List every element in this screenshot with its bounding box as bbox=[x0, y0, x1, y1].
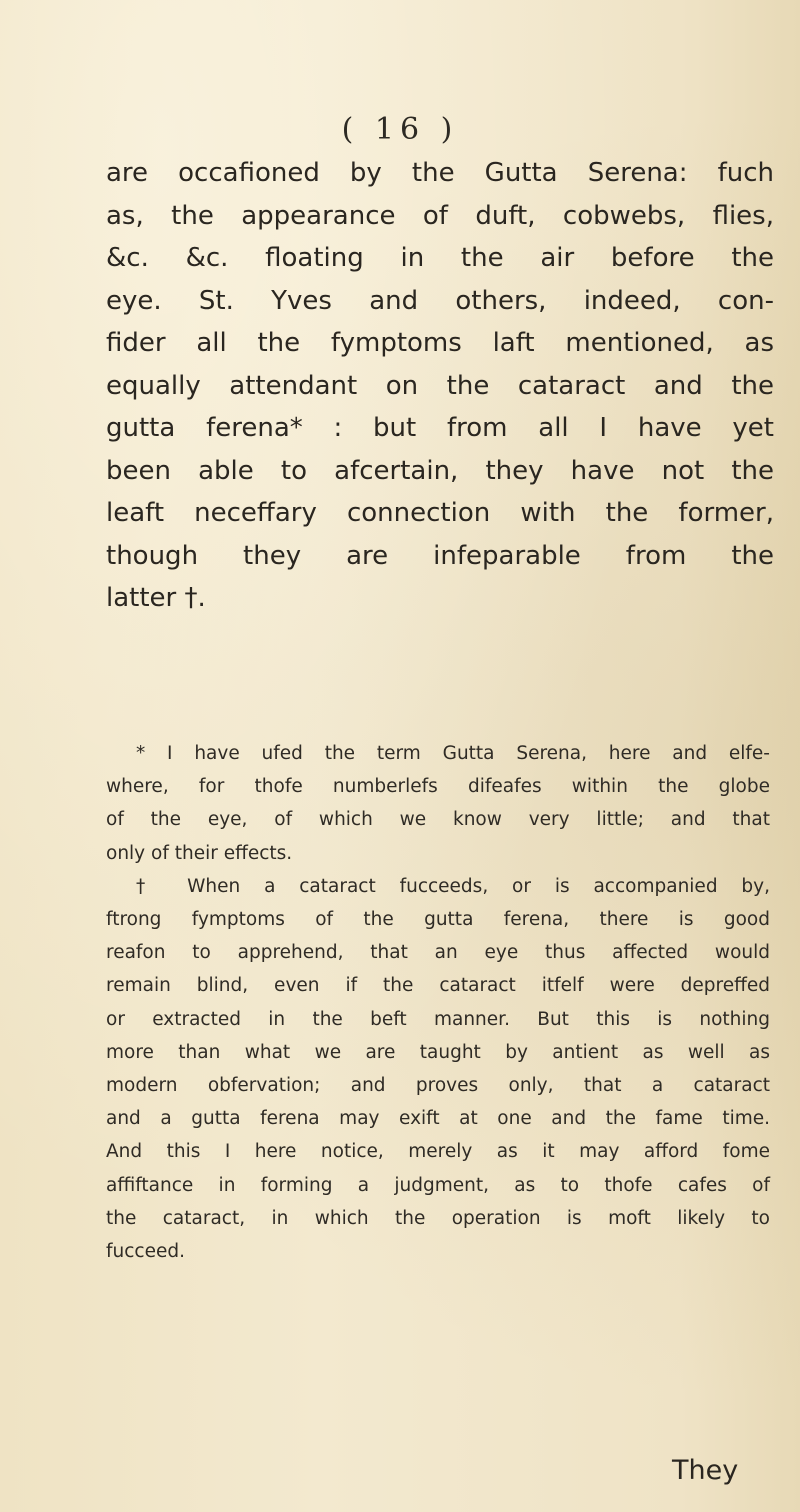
footnote-line: And this I here notice, merely as it may afford fome bbox=[106, 1141, 770, 1163]
text-line: are occafioned by the Gutta Serena: fuch bbox=[106, 158, 774, 188]
text-line: been able to afcertain, they have not the bbox=[106, 455, 774, 486]
text-line: eye. St. Yves and others, indeed, con- bbox=[106, 285, 774, 316]
text-line: though they are infeparable from the bbox=[106, 540, 774, 571]
footnote-line: * I have ufed the term Gutta Serena, here and elfe- bbox=[136, 743, 770, 764]
footnote-line: where, for thofe numberlefs difeafes within the globe bbox=[106, 776, 770, 798]
footnote-line: ftrong fymptoms of the gutta ferena, there is good bbox=[106, 909, 770, 931]
catchword: They bbox=[672, 1455, 739, 1486]
text-line: leaft neceffary connection with the former, bbox=[106, 498, 774, 528]
footnote-line: affiftance in forming a judgment, as to thofe cafes of bbox=[106, 1174, 770, 1196]
text-line: gutta ferena* : but from all I have yet bbox=[106, 413, 774, 443]
footnote-line: more than what we are taught by antient as well as bbox=[106, 1041, 770, 1063]
footnote-line: only of their effects. bbox=[106, 842, 293, 864]
footnote-line: remain blind, even if the cataract itfelf were depreffed bbox=[106, 975, 770, 997]
footnotes bbox=[106, 737, 770, 1268]
footnote-line: or extracted in the beft manner. But this is nothing bbox=[106, 1008, 770, 1030]
text-line: latter †. bbox=[106, 583, 206, 613]
footnote-line: † When a cataract fucceeds, or is accompanied by, bbox=[136, 875, 770, 897]
footnote-line: the cataract, in which the operation is moft likely to bbox=[106, 1207, 770, 1229]
text-line: equally attendant on the cataract and the bbox=[106, 370, 774, 401]
footnote-line: modern obfervation; and proves only, that a cataract bbox=[106, 1075, 770, 1097]
footnote-line: fucceed. bbox=[106, 1241, 185, 1263]
text-line: &c. &c. floating in the air before the bbox=[106, 243, 774, 273]
footnote-line: of the eye, of which we know very little; and that bbox=[106, 809, 770, 831]
footnote-line: reafon to apprehend, that an eye thus affected would bbox=[106, 942, 770, 964]
main-text bbox=[106, 152, 774, 620]
page-number: ( 16 ) bbox=[341, 112, 459, 147]
text-line: fider all the fymptoms laft mentioned, as bbox=[106, 328, 774, 358]
text-line: as, the appearance of duft, cobwebs, flies, bbox=[106, 200, 774, 231]
footnote-line: and a gutta ferena may exift at one and the fame time. bbox=[106, 1108, 770, 1130]
